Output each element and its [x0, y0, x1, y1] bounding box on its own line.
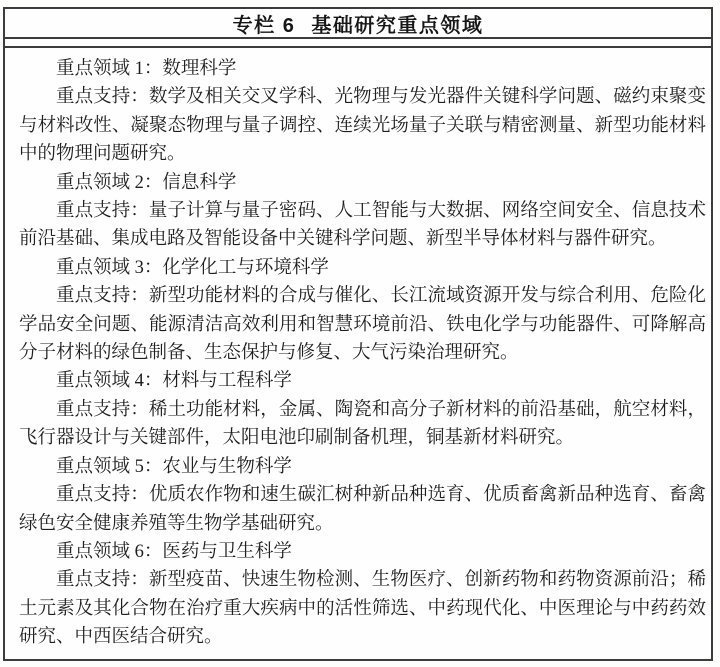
section-agriculture-biology-science: [19, 453, 706, 538]
section-materials-engineering-science: [19, 367, 706, 452]
section-medicine-health-science: [19, 538, 706, 652]
column-panel: [3, 7, 713, 661]
section-heading: 重点领域 4：材料与工程科学: [56, 371, 292, 392]
panel-body: [5, 48, 711, 652]
panel-header-title: 基础研究重点领域: [311, 14, 484, 37]
section-math-physical-science: [19, 55, 706, 169]
section-body: 重点支持：量子计算与量子密码、人工智能与大数据、网络空间安全、信息技术前沿基础、集成电路及智能设备中关键科学问题、新型半导体材料与器件研究。: [19, 201, 706, 250]
section-heading: 重点领域 3：化学化工与环境科学: [56, 257, 329, 278]
panel-header-prefix: 专栏 6: [232, 14, 296, 37]
section-body: 重点支持：优质农作物和速生碳汇树种新品种选育、优质畜禽新品种选育、畜禽绿色安全健康养殖等生物学基础研究。: [19, 485, 706, 534]
section-chemistry-environment-science: [19, 254, 706, 368]
section-heading: 重点领域 6：医药与卫生科学: [56, 541, 292, 562]
section-heading: 重点领域 5：农业与生物科学: [56, 456, 292, 477]
section-heading: 重点领域 1：数理科学: [56, 59, 237, 79]
section-body: 重点支持：新型疫苗、快速生物检测、生物医疗、创新药物和药物资源前沿；稀土元素及其化合物在治疗重大疾病中的活性筛选、中药现代化、中医理论与中药药效研究、中西医结合研究。: [19, 570, 706, 648]
section-heading: 重点领域 2：信息科学: [56, 172, 237, 193]
section-body: 重点支持：数学及相关交叉学科、光物理与发光器件关键科学问题、磁约束聚变与材料改性、凝聚态物理与量子调控、连续光场量子关联与精密测量、新型功能材料中的物理问题研究。: [19, 87, 706, 165]
section-body: 重点支持：稀土功能材料，金属、陶瓷和高分子新材料的前沿基础，航空材料，飞行器设计与关键部件，太阳电池印刷制备机理，铜基新材料研究。: [19, 399, 706, 449]
section-body: 重点支持：新型功能材料的合成与催化、长江流域资源开发与综合利用、危险化学品安全问题、能源清洁高效利用和智慧环境前沿、铁电化学与功能器件、可降解高分子材料的绿色制备、生态保护与修复、大气污染治理研究。: [19, 286, 706, 364]
header-separator-rule: [5, 39, 711, 48]
panel-header: [5, 9, 711, 39]
section-information-science: [19, 169, 706, 254]
